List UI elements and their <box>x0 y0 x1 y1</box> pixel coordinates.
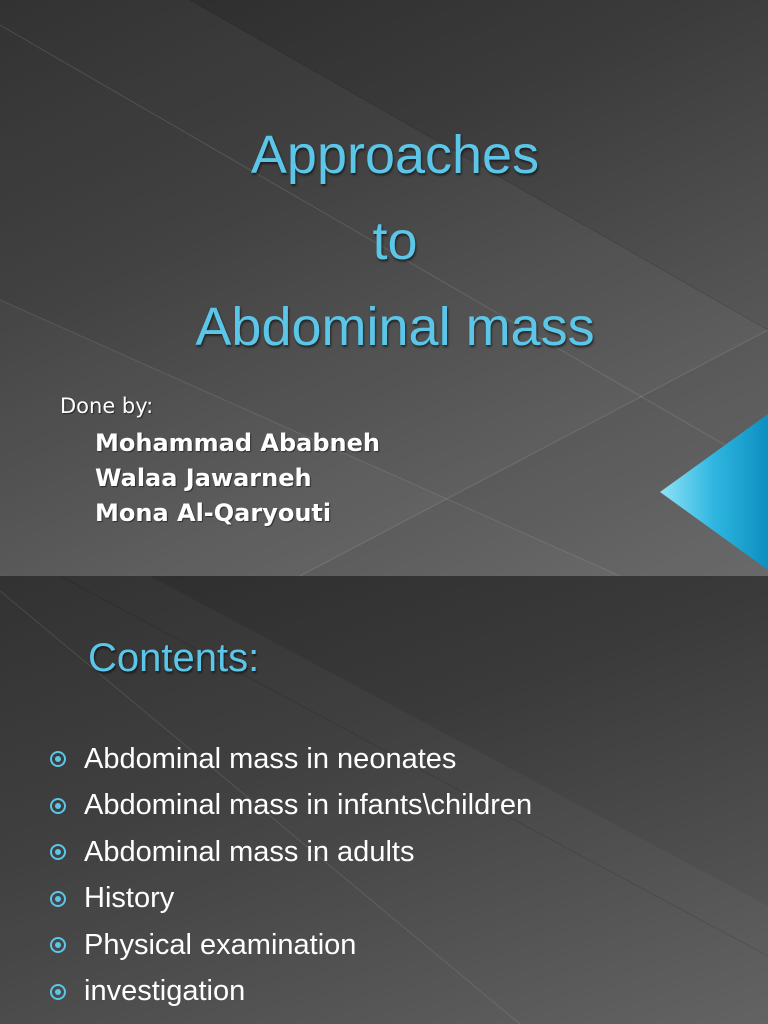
author-name: Mohammad Ababneh <box>95 429 380 457</box>
list-item <box>50 876 532 923</box>
title-line: to <box>372 211 418 271</box>
list-item <box>50 783 532 830</box>
list-item-text: investigation <box>84 975 246 1008</box>
author-name: Walaa Jawarneh <box>95 464 312 492</box>
contents-list <box>50 736 532 1015</box>
bullet-circle-icon <box>50 844 66 860</box>
contents-slide <box>0 576 768 1024</box>
list-item <box>50 736 532 783</box>
done-by-label: Done by: <box>60 394 154 418</box>
contents-heading: Contents: <box>88 636 260 680</box>
author-list <box>95 426 380 531</box>
list-item-text: Abdominal mass in infants\children <box>84 789 533 822</box>
list-item <box>50 969 532 1016</box>
list-item-text: Abdominal mass in adults <box>84 835 415 868</box>
list-item-text: History <box>84 882 175 915</box>
author-name: Mona Al-Qaryouti <box>95 499 332 527</box>
list-item <box>50 922 532 969</box>
list-item-text: Physical examination <box>84 928 357 961</box>
slide-title <box>0 112 768 370</box>
bullet-circle-icon <box>50 984 66 1000</box>
list-item <box>50 829 532 876</box>
bullet-circle-icon <box>50 798 66 814</box>
title-line: Approaches <box>250 125 540 185</box>
bullet-circle-icon <box>50 937 66 953</box>
list-item-text: Abdominal mass in neonates <box>84 742 457 775</box>
bullet-circle-icon <box>50 751 66 767</box>
bullet-circle-icon <box>50 891 66 907</box>
title-line: Abdominal mass <box>195 297 595 357</box>
